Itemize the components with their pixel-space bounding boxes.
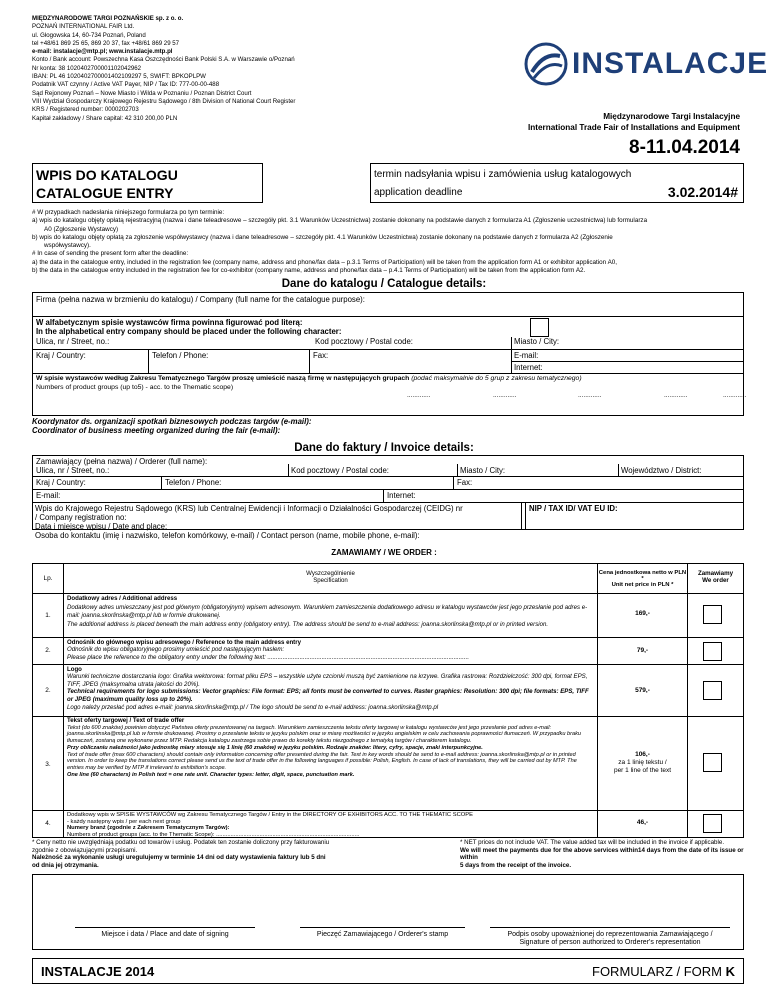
col-order-pl: Zamawiamy: [697, 570, 734, 577]
fair-dates: 8-11.04.2014: [629, 137, 740, 158]
orderer-field[interactable]: Zamawiający (pełna nazwa) / Orderer (full name):: [36, 457, 208, 466]
col-price-en: Unit net price in PLN *: [611, 582, 674, 588]
company-name-field[interactable]: Firma (pełna nazwa w brzmieniu do katalogu) / Company (full name for the catalogue purpose):: [36, 295, 365, 304]
header-line: Sąd Rejonowy Poznań – Nowe Miasto i Wilda w Poznaniu / Poznan District Court: [32, 89, 252, 97]
note-line: b) wpis do katalogu objęty opłatą za zgłoszenie współwystawcy (nazwa i dane teleadresowe – szczegóły pkt. 4.1 Warunków Uczestnictwa) zostanie dokonany na podstawie danych z formularza A2 (Zgłoszenie: [32, 233, 613, 241]
krs-field-en: / Company registration no:: [35, 513, 127, 522]
fair-name-pl: Międzynarodowe Targi Instalacyjne: [603, 112, 740, 121]
table-row: [33, 811, 743, 837]
deadline-date: 3.02.2014#: [667, 184, 738, 200]
coordinator-en: Coordinator of business meeting organized during the fair (e-mail):: [32, 426, 281, 435]
invoice-city-field[interactable]: Miasto / City:: [460, 466, 506, 475]
table-row: [33, 665, 743, 717]
coordinator-pl[interactable]: Koordynator ds. organizacji spotkań biznesowych podczas targów (e-mail):: [32, 417, 312, 426]
fair-name-en: International Trade Fair of Installations and Equipment: [528, 122, 740, 132]
krs-field[interactable]: Wpis do Krajowego Rejestru Sądowego (KRS) lub Centralnej Ewidencji i Informacji o Działalności Gospodarczej (CEIDG) nr: [35, 504, 463, 513]
row-text: Odnośnik do wpisu obligatoryjnego prosimy umieścić pod następującym hasłem:: [67, 646, 285, 654]
row-number: 4.: [45, 820, 51, 827]
footnote-line: od dnia jej otrzymania.: [32, 861, 99, 869]
footnote-line: 5 days from the receipt of the invoice.: [460, 861, 572, 869]
footnote-en: [460, 839, 744, 869]
invoice-phone-field[interactable]: Telefon / Phone:: [165, 478, 222, 487]
date-place-field[interactable]: Data i miejsce wpisu / Date and place:: [35, 522, 168, 531]
product-groups-label: [36, 375, 582, 382]
row-number: 3.: [45, 761, 51, 768]
footnote-line: Należność za wykonanie usługi uregulujemy w terminie 14 dni od daty wystawienia faktury lub 5 dni: [32, 854, 326, 862]
row-text-b: Numery branż (zgodnie z Zakresem Tematycznym Targów):: [67, 825, 230, 831]
logo-text: INSTALACJE: [572, 47, 768, 80]
deadline-label: [374, 166, 631, 202]
row-title: Tekst oferty targowej / Text of trade offer: [67, 717, 185, 724]
row-number: 2.: [45, 687, 51, 694]
row-text: - każdy następny wpis / per each next group: [67, 818, 181, 825]
row-title: Logo: [67, 666, 82, 673]
product-groups-en: Numbers of product groups (up to5) - acc. to the Thematic scope): [36, 384, 234, 391]
row-price: [598, 717, 688, 811]
note-line: # In case of sending the present form after the deadline:: [32, 250, 189, 258]
form-title-en: CATALOGUE ENTRY: [36, 185, 174, 201]
fax-field[interactable]: Fax:: [313, 351, 329, 360]
instalacje-logo: [524, 40, 768, 88]
internet-field[interactable]: Internet:: [514, 363, 543, 372]
deadline-en: application deadline: [374, 187, 463, 198]
authorized-signature[interactable]: [490, 927, 730, 947]
group-slot[interactable]: .............: [664, 392, 688, 399]
row-text-en: The additional address is placed beneath the main address entry (obligatory entry). The address should be send to e-mail address: joanna.skorlinska@mtp.pl or in printed version.: [67, 621, 549, 629]
table-row: [33, 717, 743, 811]
header-line: Nr konta: 38 1020402700001102042962: [32, 64, 141, 72]
form-title: [36, 166, 178, 202]
street-field[interactable]: Ulica, nr / Street, no.:: [36, 337, 110, 346]
order-checkbox[interactable]: [703, 681, 722, 700]
logo-swirl-icon: [524, 42, 568, 86]
product-groups-pl: W spisie wystawców według Zakresu Tematycznego Targów proszę umieścić naszą firmę w następujących grupach: [36, 375, 410, 382]
group-slot[interactable]: .............: [493, 392, 517, 399]
deadline-pl: termin nadsyłania wpisu i zamówienia usług katalogowych: [374, 169, 632, 180]
fair-name: [528, 112, 740, 133]
row-text: Dodatkowy adres umieszczany jest pod głównym (obligatoryjnym) wpisem adresowym. Warunkiem zamieszczenia dodatkowego adresu w katalogu wystawców jest jego przesłanie pod adres e-mail: joanna.skorlinska@mtp.pl lub w formie drukowanej.: [67, 604, 588, 619]
footnote-line: * Ceny netto nie uwzględniają podatku od towarów i usług. Podatek ten zostanie doliczony przy fakturowaniu: [32, 839, 330, 846]
invoice-postal-field[interactable]: Kod pocztowy / Postal code:: [291, 466, 389, 475]
header-line: Podatnik VAT czynny / Active VAT Payer, NIP / Tax ID: 777-00-00-488: [32, 81, 220, 89]
row-text-en: Please place the reference to the obligatory entry under the following text: .......................................................................................................................: [67, 653, 470, 661]
deadline-notes: [32, 209, 744, 275]
note-line: a) wpis do katalogu objęty opłatą rejestracyjną (nazwa i dane teleadresowe – szczegóły pkt. 3.1 Warunków Uczestnictwa) zostanie dokonany na podstawie danych z formularza A1 (Zgłoszenie uczestnictwa) lub formularza: [32, 217, 648, 225]
note-line: a) the data in the catalogue entry, included in the registration fee (company name, address and phone/fax data – p.3.1 Terms of Participation) will be taken from the application form A1 or exhibitor application A0,: [32, 258, 618, 266]
alpha-label-en: In the alphabetical entry company should be placed under the following character:: [36, 327, 342, 336]
form-title-pl: WPIS DO KATALOGU: [36, 167, 178, 183]
col-price: [598, 564, 688, 594]
invoice-country-field[interactable]: Kraj / Country:: [36, 478, 86, 487]
nip-field[interactable]: NIP / TAX ID/ VAT EU ID:: [529, 504, 618, 513]
row-price: 169,-: [598, 594, 688, 638]
group-slot[interactable]: .............: [723, 392, 747, 399]
note-line: # W przypadkach nadesłania niniejszego formularza po tym terminie:: [32, 209, 225, 216]
email-field[interactable]: E-mail:: [514, 351, 539, 360]
invoice-street-field[interactable]: Ulica, nr / Street, no.:: [36, 466, 110, 475]
row-text-en: Text of trade offer (max 600 characters) should contain only information concerning offer presented during the fair. Text in key words should be send to e-mail address: joanna.skorlinska@mtp.pl or in printed version. In order to keep the translations correct please send us the text of trade offer in the following languages if possible: Polish, English. In case of lack of translations, they will be carried out by MTP. The entries may be verified by MTP if irrelevant to exhibition's scope.: [67, 751, 577, 771]
row-title: Dodatkowy adres / Additional address: [67, 595, 178, 602]
order-checkbox[interactable]: [703, 605, 722, 624]
col-order-en: We order: [702, 577, 729, 584]
row-text-b: Przy obliczaniu należności jako jednostkę miary stosuje się 1 linię (60 znaków) w języku polskim. Rodzaje znaków: litery, cyfry, spacje, znaki interpunkcyjne.: [67, 744, 483, 751]
order-checkbox[interactable]: [703, 642, 722, 661]
place-date-signature[interactable]: Miejsce i data / Place and date of signing: [75, 927, 255, 938]
orderer-stamp[interactable]: Pieczęć Zamawiającego / Orderer's stamp: [300, 927, 465, 938]
group-slot[interactable]: .............: [407, 392, 431, 399]
footnote-line: We will meet the payments due for the above services within14 days from the date of its issue or within: [460, 846, 744, 862]
invoice-internet-field[interactable]: Internet:: [387, 491, 416, 500]
col-lp: Lp.: [43, 575, 53, 582]
footer-form-letter: K: [725, 963, 735, 979]
row-text: Tekst (do 600 znaków) powinien dotyczyć Państwa oferty prezentowanej na targach. Warunkiem zamieszczenia tekstu oferty targowej w katalogu wystawców jest jego przesłanie pod adres e-mail: joanna.skorlinska@mtp.pl lub w formie drukowanej. Prosimy o przesłanie tekstu w języku polskim oraz w miarę możliwości w języku angielskim w celu zachowania poprawności tłumaczeń. W przypadku braku tłumaczeń, zostaną one wykonane przez MTP. Redakcja katalogu zastrzega sobie prawo do korekty tekstu niezgodnego z tematyką targów i charakterem katalogu.: [67, 724, 581, 745]
footnote-pl: [32, 839, 372, 869]
header-line: POZNAŃ INTERNATIONAL FAIR Ltd.: [32, 23, 135, 31]
alpha-letter-box[interactable]: [530, 318, 549, 337]
order-checkbox[interactable]: [703, 814, 722, 833]
row-price: 46,-: [598, 811, 688, 837]
alpha-label-pl: W alfabetycznym spisie wystawców firma powinna figurować pod literą:: [36, 318, 303, 327]
city-field[interactable]: Miasto / City:: [514, 337, 560, 346]
footer-bar: [32, 958, 744, 984]
row-text-b-en: One line (60 characters) in Polish text = one rate unit. Character types: letter, digit, space, punctuation mark.: [67, 771, 355, 778]
header-line: e-mail: instalacje@mtp.pl; www.instalacje.mtp.pl: [32, 48, 173, 56]
footer-form-label: FORMULARZ / FORM: [592, 963, 726, 979]
row-number: 2.: [45, 647, 51, 654]
registration-block: [32, 502, 744, 546]
order-heading: ZAMAWIAMY / WE ORDER :: [331, 548, 437, 557]
phone-field[interactable]: Telefon / Phone:: [152, 351, 209, 360]
col-spec-pl: Wyszczególnienie: [306, 570, 355, 577]
row-price: 79,-: [598, 638, 688, 665]
row-text-en: Technical requirements for logo submissions: Vector graphics: File format: EPS; all fonts must be converted to curves. Raster graphics: Resolution: 300 dpi; file formats: EPS, TIFF or JPEG (maximum quality loss up to 20%).: [67, 688, 589, 703]
group-slot[interactable]: .............: [578, 392, 602, 399]
header-line: MIĘDZYNARODOWE TARGI POZNAŃSKIE sp. z o. o.: [32, 15, 184, 22]
company-header: [32, 15, 522, 123]
note-line: A0 (Zgłoszenie Wystawcy): [44, 225, 119, 233]
footnote-line: zgodnie z obowiązującymi przepisami.: [32, 846, 138, 854]
row-spec: [63, 811, 598, 837]
contact-person-field[interactable]: Osoba do kontaktu (imię i nazwisko, telefon komórkowy, e-mail) / Contact person (name, mobile phone, e-mail):: [35, 531, 420, 540]
row-spec: [63, 638, 598, 665]
invoice-heading: Dane do faktury / Invoice details:: [294, 442, 474, 454]
col-spec-en: Specification: [313, 577, 348, 585]
row-spec: [63, 594, 598, 638]
table-row: [33, 638, 743, 665]
row-title: Odnośnik do głównego wpisu adresowego / Reference to the main address entry: [67, 639, 301, 646]
row-spec: [63, 717, 598, 811]
col-order: [688, 570, 743, 584]
row-spec: [63, 665, 598, 717]
product-groups-pl-note: (podać maksymalnie do 5 grup z zakresu tematycznego): [411, 375, 582, 382]
header-line: tel +48/61 869 25 65, 869 20 37, fax +48/61 869 29 57: [32, 39, 180, 47]
row-number: 1.: [45, 612, 51, 619]
row-title: Dodatkowy wpis w SPISIE WYSTAWCÓW wg Zakresu Tematycznego Targów / Entry in the DIRECTORY OF EXHIBITORS ACC. TO THE THEMATIC SCOPE: [67, 812, 474, 818]
sign-pl: Podpis osoby upoważnionej do reprezentowania Zamawiającego /: [507, 931, 713, 938]
sign-en: Signature of person authorized to Orderer's representation: [519, 939, 701, 946]
footer-form: [592, 964, 735, 979]
catalogue-form: [32, 292, 747, 416]
table-row: [33, 594, 743, 638]
header-line: Konto / Bank account: Powszechna Kasa Oszczędności Bank Polski S.A. w Warszawie o/Poznań: [32, 56, 295, 64]
header-line: Kapitał zakładowy / Share capital: 42 310 200,00 PLN: [32, 114, 178, 122]
note-line: współwystawcy).: [44, 242, 91, 250]
row-text-b-en: Numbers of product groups (acc. to the Thematic Scope): .........................................................................................: [67, 831, 360, 838]
header-line: VIII Wydział Gospodarczy Krajowego Rejestru Sądowego / 8th Division of National Court Register: [32, 97, 296, 105]
invoice-fax-field[interactable]: Fax:: [457, 478, 473, 487]
country-field[interactable]: Kraj / Country:: [36, 351, 86, 360]
row-price-sub-en: per 1 line of the text: [613, 767, 672, 774]
header-line: ul. Głogowska 14, 60-734 Poznań, Poland: [32, 31, 146, 39]
row-text-3: Logo należy przesłać pod adres e-mail: joanna.skorlinska@mtp.pl / The logo should be send to e-mail address: joanna.skorlinska@mtp.pl: [67, 704, 439, 712]
header-line: IBAN: PL 46 1020402700001402109297 5, SWIFT: BPKOPLPW: [32, 73, 206, 81]
header-line: KRS / Registered number: 0000202703: [32, 106, 139, 114]
row-price-sub: za 1 linię tekstu /: [618, 759, 667, 766]
catalogue-heading: Dane do katalogu / Catalogue details:: [281, 278, 487, 290]
row-price: 579,-: [598, 665, 688, 717]
postal-code-field[interactable]: Kod pocztowy / Postal code:: [315, 337, 413, 346]
order-checkbox[interactable]: [703, 753, 722, 772]
footer-fair: INSTALACJE 2014: [41, 963, 155, 979]
row-price-value: 106,-: [635, 751, 650, 758]
row-text: Warunki techniczne dostarczania logo: Grafika wektorowa: format pliku EPS – wszystkie użyte czcionki muszą być zamienione na krzywe. Grafika rastrowa: Rozdzielczość: 300 dpi, format EPS, TIFF, JPEG (maksymalna utrata jakości do 20%).: [67, 673, 588, 688]
note-line: b) the data in the catalogue entry included in the registration fee for co-exhibitor (company name, address and phone/fax data – p.4.1 Terms of Participation) will be taken from the application form A2.: [32, 267, 586, 275]
invoice-region-field[interactable]: Województwo / District:: [621, 466, 702, 475]
col-price-pl: Cena jednostkowa netto w PLN *: [598, 570, 687, 582]
order-table: [32, 563, 744, 838]
table-header: [33, 564, 743, 594]
col-spec: [63, 564, 598, 594]
footnote-line: * NET prices do not include VAT. The value added tax will be included in the invoice if applicable.: [460, 839, 725, 846]
invoice-email-field[interactable]: E-mail:: [36, 491, 61, 500]
